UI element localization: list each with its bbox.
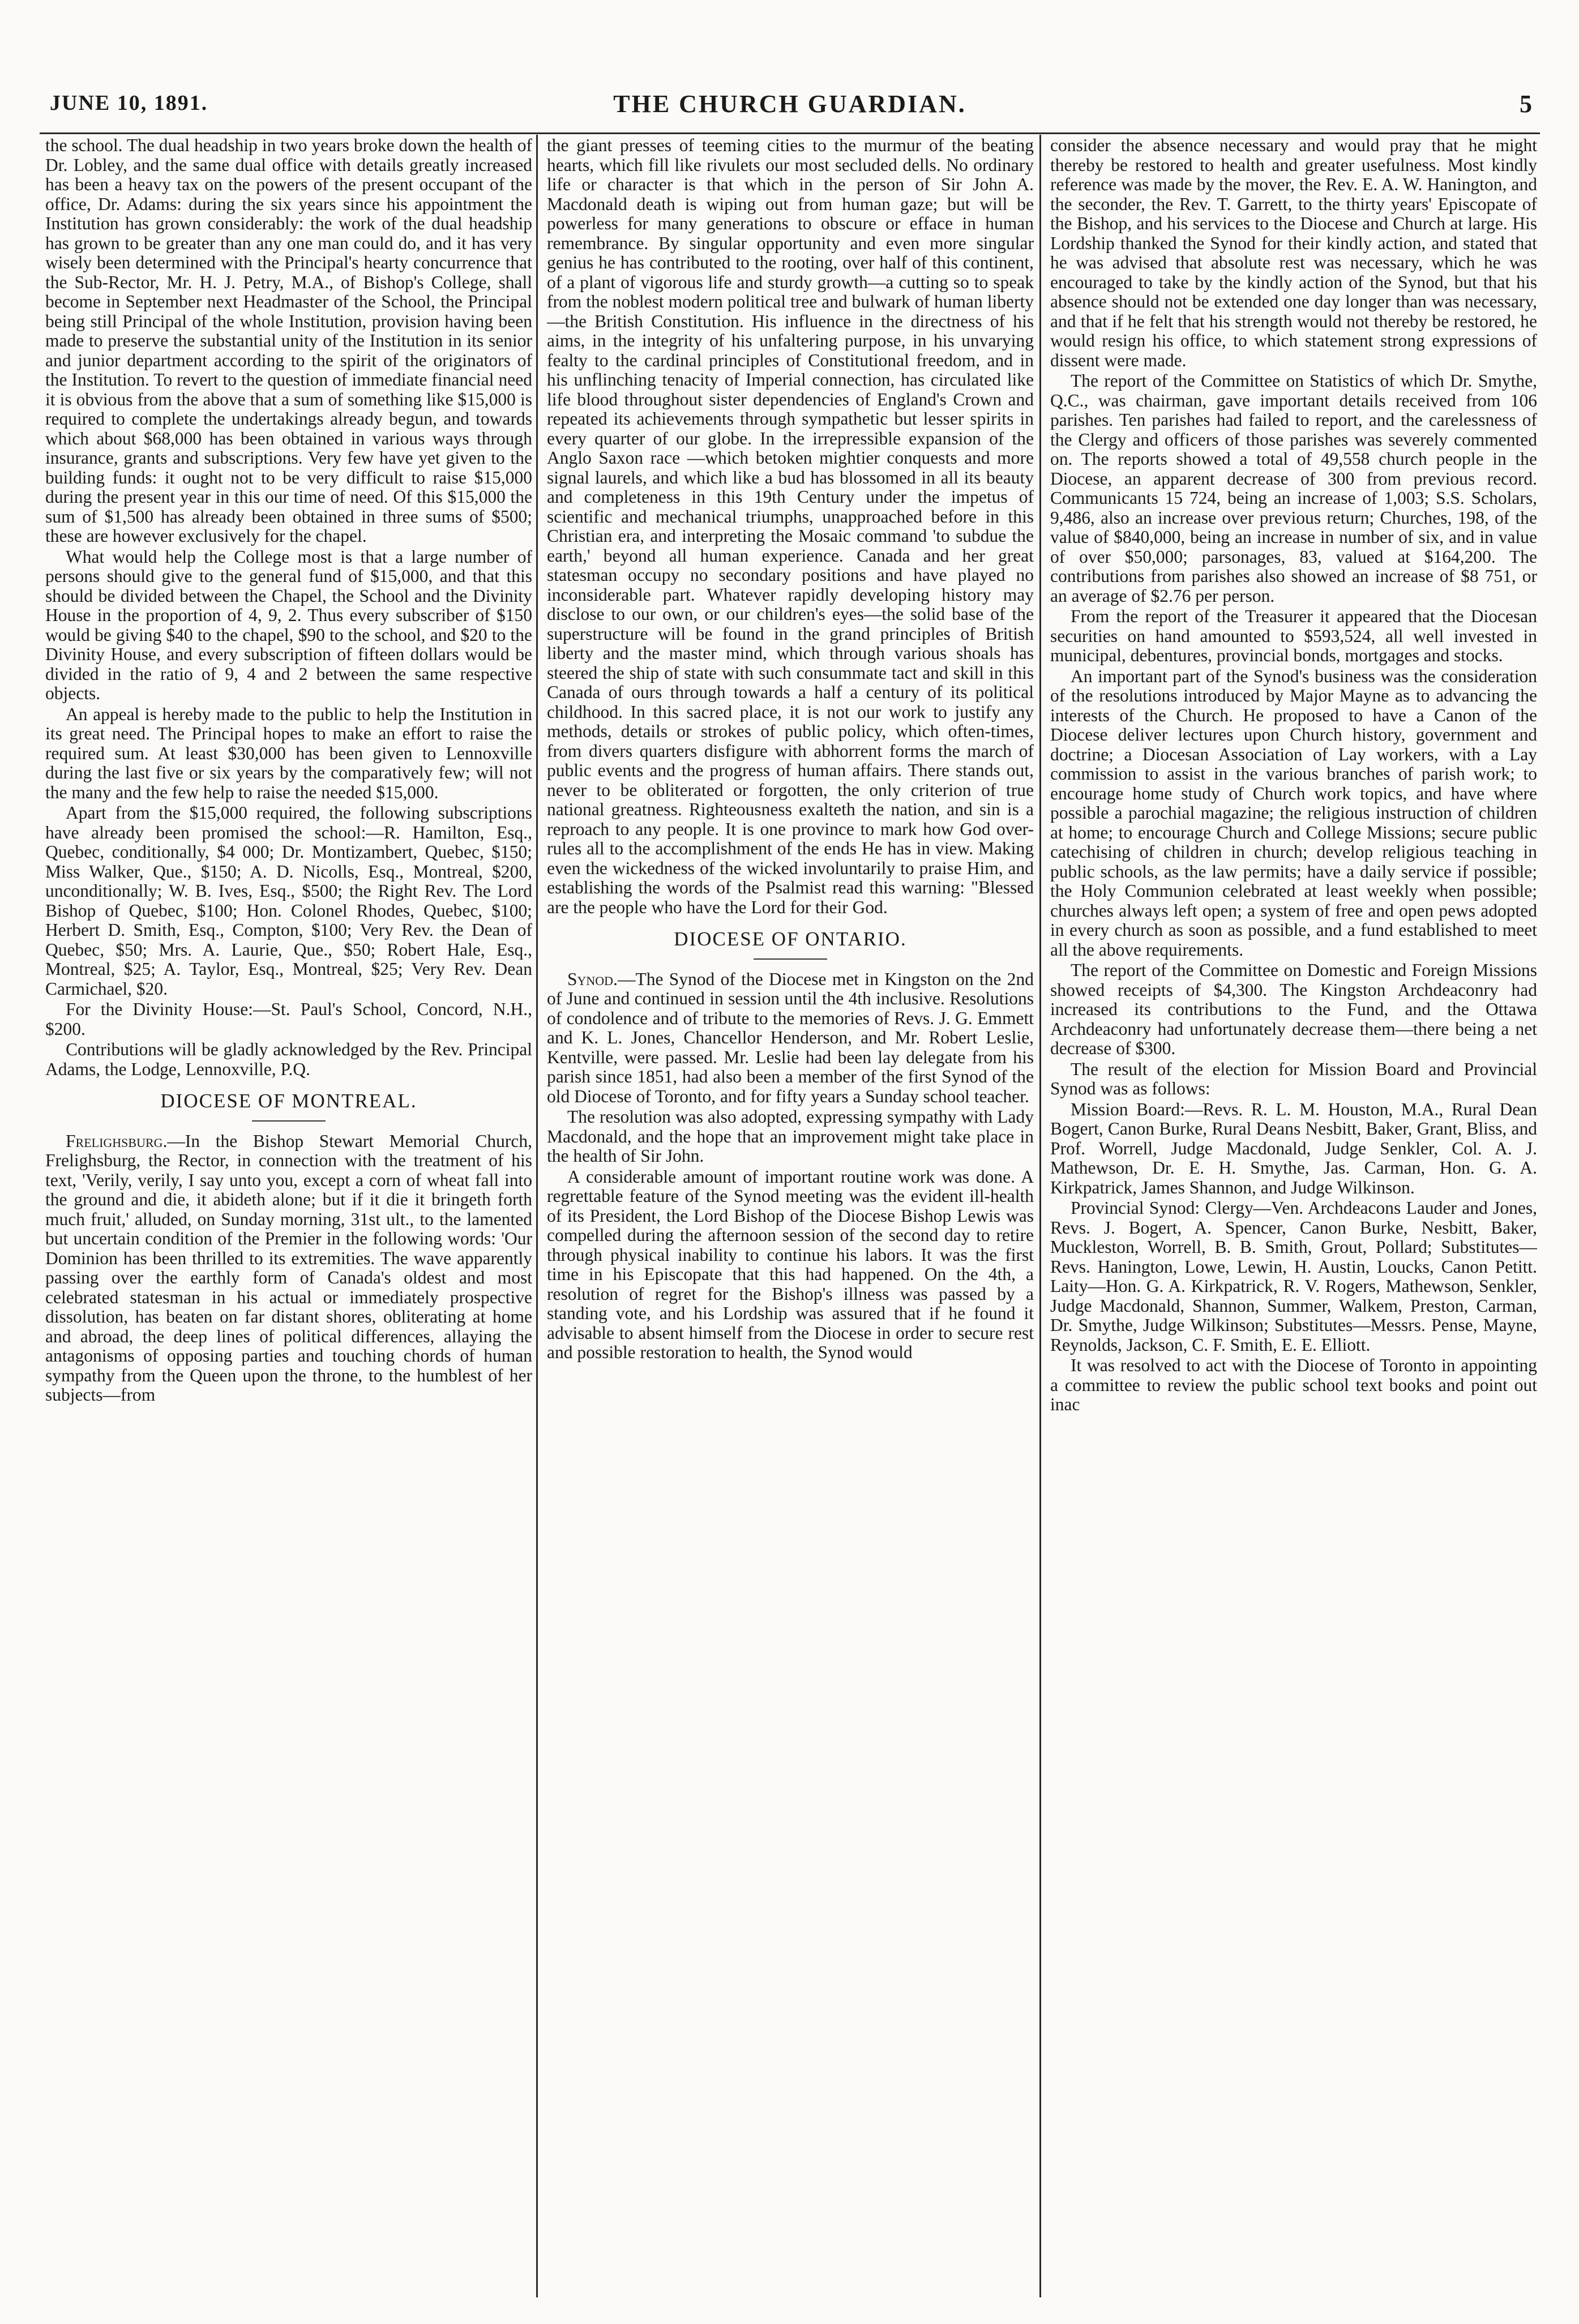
heading-rule (252, 1120, 326, 1122)
column-divider (536, 135, 538, 2297)
column-divider (1039, 135, 1041, 2297)
heading-rule (754, 958, 827, 960)
paragraph: The report of the Committee on Domestic and Foreign Missions showed receipts of $4,300. The Kingston Archdeaconry had increased its contributions to the Fund, and the Ottawa Archdeaconry had unfortunately decrease them—there being a net decrease of $300. (1050, 960, 1537, 1058)
paragraph: The result of the election for Mission Board and Provincial Synod was as follows: (1050, 1059, 1537, 1098)
paragraph: An important part of the Synod's business was the consideration of the resolutions introduced by Major Mayne as to advancing the interests of the Church. He proposed to have a Canon of the Diocese deliver lectures upon Church history, government and doctrine; a Diocesan Association of Lay workers, with a Lay commission to assist in the various branches of parish work; to encourage home study of Church work topics, and have where possible a parochial magazine; the religious instruction of children at home; to encourage Church and College Missions; secure public catechising of children in church; develop religious teaching in public schools, as the law permits; have a daily service if possible; the Holy Communion celebrated at least weekly when possible; churches always left open; a system of free and open pews adopted in every church as soon as possible, and a fund established to meet all the above requirements. (1050, 666, 1537, 960)
header-rule (40, 132, 1540, 134)
paragraph: Apart from the $15,000 required, the following subscriptions have already been promised the school:—R. Hamilton, Esq., Quebec, conditionally, $4 000; Dr. Montizambert, Quebec, $150; Miss Walker, Que., $150; A. D. Nicolls, Esq., Montreal, $200, unconditionally; W. B. Ives, Esq., $500; the Right Rev. The Lord Bishop of Quebec, $100; Hon. Colonel Rhodes, Quebec, $100; Herbert D. Smith, Esq., Compton, $100; Very Rev. the Dean of Quebec, $50; Mrs. A. Laurie, Que., $50; Robert Hale, Esq., Montreal, $25; A. Taylor, Esq., Montreal, $25; Very Rev. Dean Carmichael, $20. (45, 803, 532, 999)
section-heading: DIOCESE OF MONTREAL. (160, 1090, 417, 1112)
paragraph-lead: Frelighsburg. (66, 1131, 168, 1151)
paragraph-lead: Synod. (567, 969, 618, 989)
column-2 (547, 136, 1034, 2287)
paragraph: Mission Board:—Revs. R. L. M. Houston, M.A., Rural Dean Bogert, Canon Burke, Rural Deans Nesbitt, Baker, Grant, Bliss, and Prof. Worrell, Judge Macdonald, Judge Senkler, Col. A. J. Mathewson, Dr. E. H. Smythe, Jas. Carman, Hon. G. A. Kirkpatrick, James Shannon, and Judge Wilkinson. (1050, 1099, 1537, 1197)
page-header (40, 85, 1540, 136)
paragraph: the giant presses of teeming cities to the murmur of the beating hearts, which fill like rivulets our most secluded dells. No ordinary life or character is that which in the person of Sir John A. Macdonald death is wiping out from human gaze; but will be powerless for many generations to obscure or efface in human remembrance. By singular opportunity and even more singular genius he has contributed to the rooting, over half of this continent, of a plant of vigorous life and sturdy growth—a cutting so to speak from the noblest modern political tree and bulwark of human liberty—the British Constitution. His influence in the directness of his aims, in the integrity of his unfaltering purpose, in his unvarying fealty to the cardinal principles of Constitutional freedom, and in his unflinching tenacity of Imperial connection, has circulated like life blood throughout sister dependencies of England's Crown and repeated its achievements through sympathetic but lesser spirits in every quarter of our globe. In the irrepressible expansion of the Anglo Saxon race —which betoken mightier conquests and more signal laurels, and which like a bud has blossomed in all its beauty and completeness in this 19th Century under the impetus of scientific and mechanical triumphs, unapproached before in this Christian era, and interpreting the Mosaic command 'to subdue the earth,' beyond all human experience. Canada and her great statesman occupy no secondary positions and have played no inconsiderable part. Whatever rapidly developing history may disclose to our own, or our children's eyes—the solid base of the superstructure will be found in the grand principles of British liberty and the master mind, which through various shoals has steered the ship of state with such consummate tact and skill in this Canada of ours through towards a half a century of its political childhood. In this sacred place, it is not our work to justify any methods, details or strokes of public policy, which often-times, from divers quarters disfigure with abhorrent forms the march of public events and the progress of human affairs. There stands out, never to be obliterated or forgotten, the only criterion of true national greatness. Righteousness exalteth the nation, and sin is a reproach to any people. It is one province to mark how God over-rules all to the accomplishment of the ends He has in view. Making even the wickedness of the wicked involuntarily to praise Him, and establishing the words of the Psalmist read this warning: "Blessed are the people who have the Lord for their God. (547, 136, 1034, 917)
paragraph: the school. The dual headship in two years broke down the health of Dr. Lobley, and the same dual office with details greatly increased has been a heavy tax on the powers of the present occupant of the office, Dr. Adams: during the six years since his appointment the Institution has grown considerably: the work of the dual headship has grown to be greater than any one man could do, and it has very wisely been determined with the Principal's hearty concurrence that the Sub-Rector, Mr. H. J. Petry, M.A., of Bishop's College, shall become in September next Headmaster of the School, the Principal being still Principal of the whole Institution, provision having been made to preserve the substantial unity of the Institution in its senior and junior department according to the spirit of the originators of the Institution. To revert to the question of immediate financial need it is obvious from the above that a sum of something like $15,000 is required to complete the undertakings already begun, and towards which about $68,000 has been obtained in various ways through insurance, grants and subscriptions. Very few have yet given to the building funds: it ought not to be very difficult to raise $15,000 during the present year in this our time of need. Of this $15,000 the sum of $1,500 has already been obtained in three sums of $500; these are however exclusively for the chapel. (45, 136, 532, 546)
issue-date: JUNE 10, 1891. (50, 91, 208, 115)
paragraph: What would help the College most is that a large number of persons should give to the general fund of $15,000, and that this should be divided between the Chapel, the School and the Divinity House in the proportion of 4, 9, 2. Thus every subscriber of $150 would be giving $40 to the chapel, $90 to the school, and $20 to the Divinity House, and every subscription of fifteen dollars would be divided in the ratio of 9, 4 and 2 between the same respective objects. (45, 546, 532, 703)
paragraph: It was resolved to act with the Diocese of Toronto in appointing a committee to review the public school text books and point out inac (1050, 1355, 1537, 1414)
masthead-title: THE CHURCH GUARDIAN. (613, 90, 966, 118)
paragraph: The resolution was also adopted, expressing sympathy with Lady Macdonald, and the hope that an improvement might take place in the health of Sir John. (547, 1107, 1034, 1166)
paragraph: A considerable amount of important routine work was done. A regrettable feature of the Synod meeting was the evident ill-health of its President, the Lord Bishop of the Diocese Bishop Lewis was compelled during the afternoon session of the second day to retire through physical inability to continue his labors. It was the first time in his Episcopate that this had happened. On the 4th, a resolution of regret for the Bishop's illness was passed by a standing vote, and his Lordship was assured that if he found it advisable to absent himself from the Diocese in order to secure rest and possible restoration to health, the Synod would (547, 1166, 1034, 1362)
column-3 (1050, 136, 1537, 2287)
paragraph (547, 970, 1034, 1107)
page-number: 5 (1520, 90, 1532, 118)
paragraph-text: —The Synod of the Diocese met in Kingston on the 2nd of June and continued in session until the 4th inclusive. Resolutions of condolence and of tribute to the memories of Revs. J. G. Emmett and K. L. Jones, Chancellor Henderson, and Mr. Robert Leslie, Kentville, were passed. Mr. Leslie had been lay delegate from his parish since 1851, had also been a member of the first Synod of the old Diocese of Toronto, and for fifty years a Sunday school teacher. (547, 969, 1034, 1106)
paragraph: The report of the Committee on Statistics of which Dr. Smythe, Q.C., was chairman, gave important details received from 106 parishes. Ten parishes had failed to report, and the carelessness of the Clergy and officers of those parishes was severely commented on. The reports showed a total of 49,558 church people in the Diocese, an apparent decrease of 300 from previous record. Communicants 15 724, being an increase of 1,003; S.S. Scholars, 9,486, also an increase over previous return; Churches, 198, of the value of $840,000, being an increase in number of six, and in value of over $50,000; parsonages, 83, valued at $164,200. The contributions from parishes also showed an increase of $8 751, or an average of $2.76 per person. (1050, 371, 1537, 606)
paragraph: From the report of the Treasurer it appeared that the Diocesan securities on hand amounted to $593,524, all well invested in municipal, debentures, provincial bonds, mortgages and stocks. (1050, 606, 1537, 665)
column-1 (45, 136, 532, 2287)
paragraph: Provincial Synod: Clergy—Ven. Archdeacons Lauder and Jones, Revs. J. Bogert, A. Spencer, Canon Burke, Nesbitt, Baker, Muckleston, Worrell, B. B. Smith, Grout, Pollard; Substitutes—Revs. Hanington, Lowe, Lewin, H. Austin, Loucks, Canon Petitt. Laity—Hon. G. A. Kirkpatrick, R. V. Rogers, Mathewson, Senkler, Judge Macdonald, Shannon, Summer, Walkem, Preston, Carman, Dr. Smythe, Judge Wilkinson; Substitutes—Messrs. Pense, Mayne, Reynolds, Jackson, C. F. Smith, E. E. Elliott. (1050, 1198, 1537, 1355)
paragraph: An appeal is hereby made to the public to help the Institution in its great need. The Principal hopes to make an effort to raise the required sum. At least $30,000 has been given to Lennoxville during the last five or six years by the comparatively few; will not the many and the few help to raise the needed $15,000. (45, 704, 532, 802)
paragraph (45, 1132, 532, 1405)
paragraph: Contributions will be gladly acknowledged by the Rev. Principal Adams, the Lodge, Lennoxville, P.Q. (45, 1039, 532, 1079)
paragraph: consider the absence necessary and would pray that he might thereby be restored to health and greater usefulness. Most kindly reference was made by the mover, the Rev. E. A. W. Hanington, and the seconder, the Rev. T. Garrett, to the thirty years' Episcopate of the Bishop, and his services to the Diocese and Church at large. His Lordship thanked the Synod for their kindly action, and stated that he was advised that absolute rest was necessary, which he was encouraged to take by the kindly action of the Synod, but that his absence should not be extended one day longer than was necessary, and that if he felt that his strength would not thereby be restored, he would resign his office, to which statement strong expressions of dissent were made. (1050, 136, 1537, 370)
section-heading: DIOCESE OF ONTARIO. (674, 928, 907, 950)
paragraph-text: —In the Bishop Stewart Memorial Church, Frelighsburg, the Rector, in connection with the treatment of his text, 'Verily, verily, I say unto you, except a corn of wheat fall into the ground and die, it abideth alone; but if it die it bringeth forth much fruit,' alluded, on Sunday morning, 31st ult., to the lamented but uncertain condition of the Premier in the following words: 'Our Dominion has been thrilled to its extremities. The wave apparently passing over the earthly form of Canada's oldest and most celebrated statesman in his actual or immediately prospective dissolution, has beaten on far distant shores, obliterating at home and abroad, the deep lines of political differences, allaying the antagonisms of opposing parties and touching chords of human sympathy from the Queen upon the throne, to the humblest of her subjects—from (45, 1131, 532, 1405)
paragraph: For the Divinity House:—St. Paul's School, Concord, N.H., $200. (45, 999, 532, 1039)
